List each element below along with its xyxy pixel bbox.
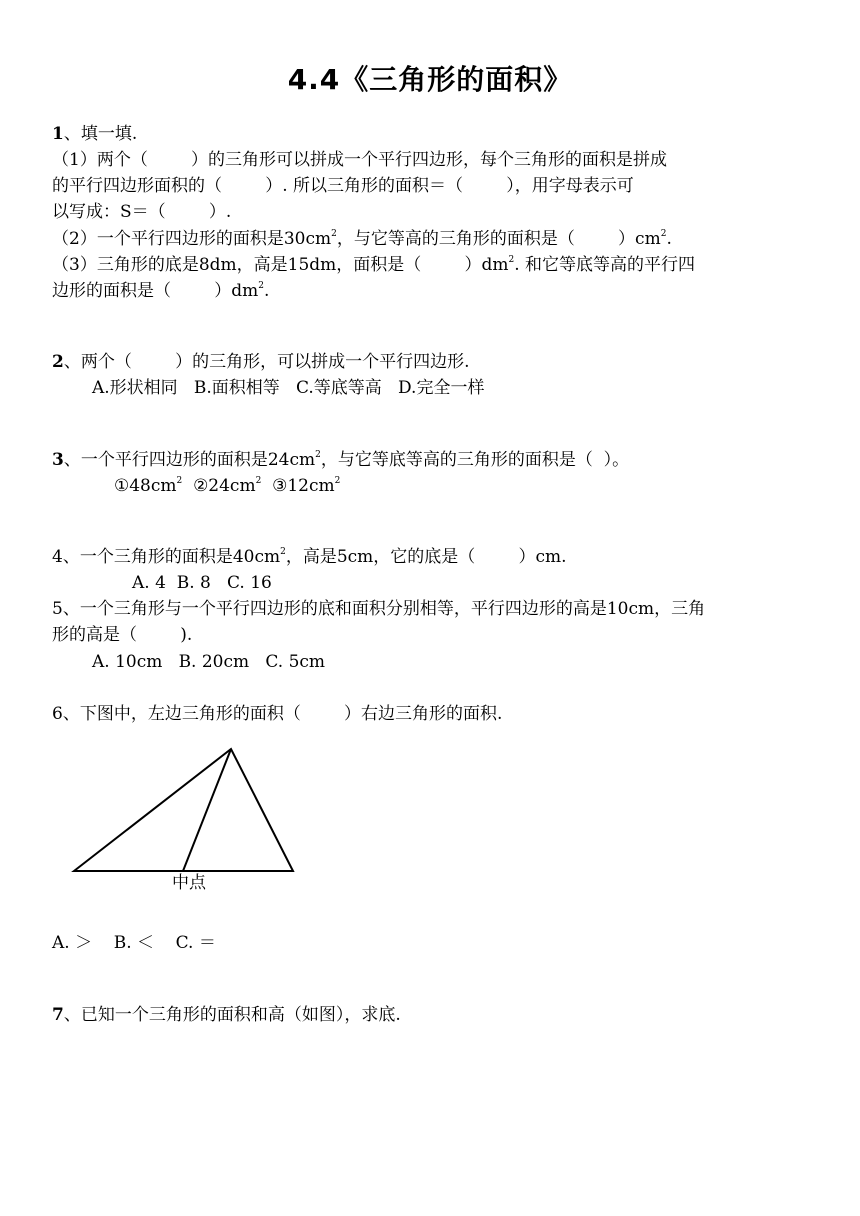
- q2-question: [52, 352, 469, 372]
- superscript: 2: [331, 229, 337, 239]
- q6-options: A. ＞ B. ＜ C. ＝: [52, 933, 216, 953]
- q1-title: 、填一填.: [63, 124, 138, 144]
- q1-line-3: 以写成：S＝（ ）.: [52, 202, 232, 222]
- q1-line-4-part-c: .: [666, 229, 672, 249]
- superscript: 2: [315, 450, 321, 460]
- q4-text-part-b: ，高是5cm，它的底是（ ）cm.: [285, 547, 567, 567]
- q4-question: [52, 547, 567, 567]
- superscript: 2: [508, 255, 515, 265]
- superscript: 2: [258, 281, 264, 291]
- q3-option-1: ①48cm: [114, 476, 177, 496]
- superscript: 2: [176, 476, 183, 486]
- q1-line-4: [52, 229, 672, 249]
- q4-text-part-a: 4、一个三角形的面积是40cm: [52, 547, 281, 567]
- q1-line-2: 的平行四边形面积的（ ）. 所以三角形的面积＝（ ），用字母表示可: [52, 176, 634, 196]
- q7-question: [52, 1005, 401, 1025]
- superscript: 2: [280, 547, 286, 557]
- q1-line-4-part-a: （2）一个平行四边形的面积是30cm: [52, 229, 332, 249]
- q7-number: 7: [52, 1005, 64, 1025]
- q2-number: 2: [52, 352, 64, 372]
- q3-text-part-a: 、一个平行四边形的面积是24cm: [63, 450, 316, 470]
- q3-text-part-b: ，与它等底等高的三角形的面积是（ ）。: [320, 450, 630, 470]
- q1-line-5-part-b: . 和它等底等高的平行四: [514, 255, 696, 275]
- q3-question: [52, 450, 629, 470]
- q1-line-6: [52, 281, 269, 301]
- q1-line-6-part-b: .: [263, 281, 270, 301]
- q7-text: 、已知一个三角形的面积和高（如图），求底.: [63, 1005, 401, 1025]
- q4-options: A. 4 B. 8 C. 16: [132, 573, 272, 593]
- q1-heading: [52, 124, 137, 144]
- q2-options: A.形状相同 B.面积相等 C.等底等高 D.完全一样: [92, 378, 485, 398]
- superscript: 2: [660, 229, 667, 239]
- q1-line-4-part-b: ，与它等高的三角形的面积是（ ）cm: [336, 229, 661, 249]
- triangle-figure: [60, 740, 310, 880]
- q5-options: A. 10cm B. 20cm C. 5cm: [92, 652, 326, 672]
- q3-option-3: ③12cm: [272, 476, 335, 496]
- q2-text: 、两个（ ）的三角形，可以拼成一个平行四边形.: [63, 352, 470, 372]
- q3-number: 3: [52, 450, 64, 470]
- q1-line-5-part-a: （3）三角形的底是8dm，高是15dm，面积是（ ）dm: [52, 255, 509, 275]
- q1-line-6-part-a: 边形的面积是（ ）dm: [52, 281, 259, 301]
- superscript: 2: [255, 476, 262, 486]
- superscript: 2: [334, 476, 341, 486]
- midpoint-label: 中点: [172, 873, 206, 893]
- q3-option-2: ②24cm: [193, 476, 256, 496]
- q5-line-2: 形的高是（ ).: [52, 625, 193, 645]
- q3-options: [114, 476, 340, 496]
- q1-line-5: [52, 255, 695, 275]
- q1-line-1: （1）两个（ ）的三角形可以拼成一个平行四边形，每个三角形的面积是拼成: [52, 150, 668, 170]
- q1-number: 1: [52, 124, 64, 144]
- q5-line-1: 5、一个三角形与一个平行四边形的底和面积分别相等，平行四边形的高是10cm，三角: [52, 599, 706, 619]
- outer-triangle: [74, 749, 293, 871]
- q6-question: 6、下图中，左边三角形的面积（ ）右边三角形的面积.: [52, 704, 503, 724]
- page-title: 4.4《三角形的面积》: [287, 63, 573, 96]
